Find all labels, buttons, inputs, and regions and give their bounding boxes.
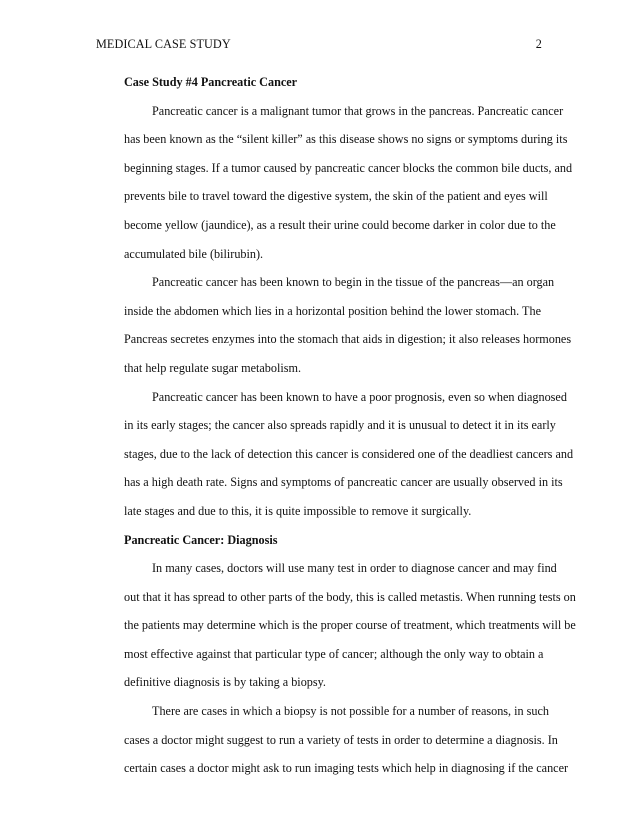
- text-line: Pancreatic cancer is a malignant tumor that grows in the pancreas. Pancreatic cancer: [152, 103, 564, 118]
- text-line: that help regulate sugar metabolism.: [124, 360, 302, 375]
- paragraph: [96, 554, 576, 697]
- text-line: definitive diagnosis is by taking a biopsy.: [124, 675, 326, 690]
- text-line: in its early stages; the cancer also spreads rapidly and it is unusual to detect it in its early: [124, 418, 556, 433]
- text-line: inside the abdomen which lies in a horizontal position behind the lower stomach. The: [124, 303, 541, 318]
- text-line: In many cases, doctors will use many test in order to diagnose cancer and may find: [152, 561, 557, 576]
- text-line: certain cases a doctor might ask to run imaging tests which help in diagnosing if the cancer: [124, 761, 569, 776]
- text-line: cases a doctor might suggest to run a variety of tests in order to determine a diagnosis. In: [124, 732, 558, 747]
- text-line: Pancreatic cancer has been known to begin in the tissue of the pancreas—an organ: [152, 275, 555, 290]
- paragraph: [96, 697, 569, 783]
- text-line: out that it has spread to other parts of the body, this is called metastis. When running tests on: [124, 589, 576, 604]
- section-heading: Case Study #4 Pancreatic Cancer: [124, 75, 298, 89]
- text-line: has a high death rate. Signs and symptoms of pancreatic cancer are usually observed in its: [124, 475, 563, 490]
- section-heading: Pancreatic Cancer: Diagnosis: [124, 532, 278, 547]
- document-body: [96, 68, 576, 783]
- paragraph: [96, 268, 572, 382]
- text-line: become yellow (jaundice), as a result their urine could become darker in color due to the: [124, 217, 556, 232]
- page-number: 2: [535, 37, 542, 51]
- text-line: stages, due to the lack of detection this cancer is considered one of the deadliest cancers and: [124, 446, 574, 461]
- text-line: the patients may determine which is the proper course of treatment, which treatments will be: [124, 618, 576, 633]
- text-line: late stages and due to this, it is quite impossible to remove it surgically.: [124, 503, 472, 518]
- running-head: [96, 36, 542, 52]
- text-line: Pancreatic cancer has been known to have a poor prognosis, even so when diagnosed: [152, 389, 567, 404]
- text-line: There are cases in which a biopsy is not possible for a number of reasons, in such: [152, 704, 550, 719]
- text-line: accumulated bile (bilirubin).: [124, 246, 264, 261]
- text-line: beginning stages. If a tumor caused by pancreatic cancer blocks the common bile ducts, and: [124, 160, 573, 175]
- paragraph: [96, 383, 574, 526]
- text-line: has been known as the “silent killer” as this disease shows no signs or symptoms during its: [124, 132, 568, 147]
- running-head-title: MEDICAL CASE STUDY: [96, 37, 231, 51]
- text-line: most effective against that particular type of cancer; although the only way to obtain a: [124, 646, 544, 661]
- text-line: prevents bile to travel toward the digestive system, the skin of the patient and eyes will: [124, 189, 548, 204]
- paragraph: [96, 97, 573, 269]
- text-line: Pancreas secretes enzymes into the stomach that aids in digestion; it also releases hormones: [124, 332, 572, 347]
